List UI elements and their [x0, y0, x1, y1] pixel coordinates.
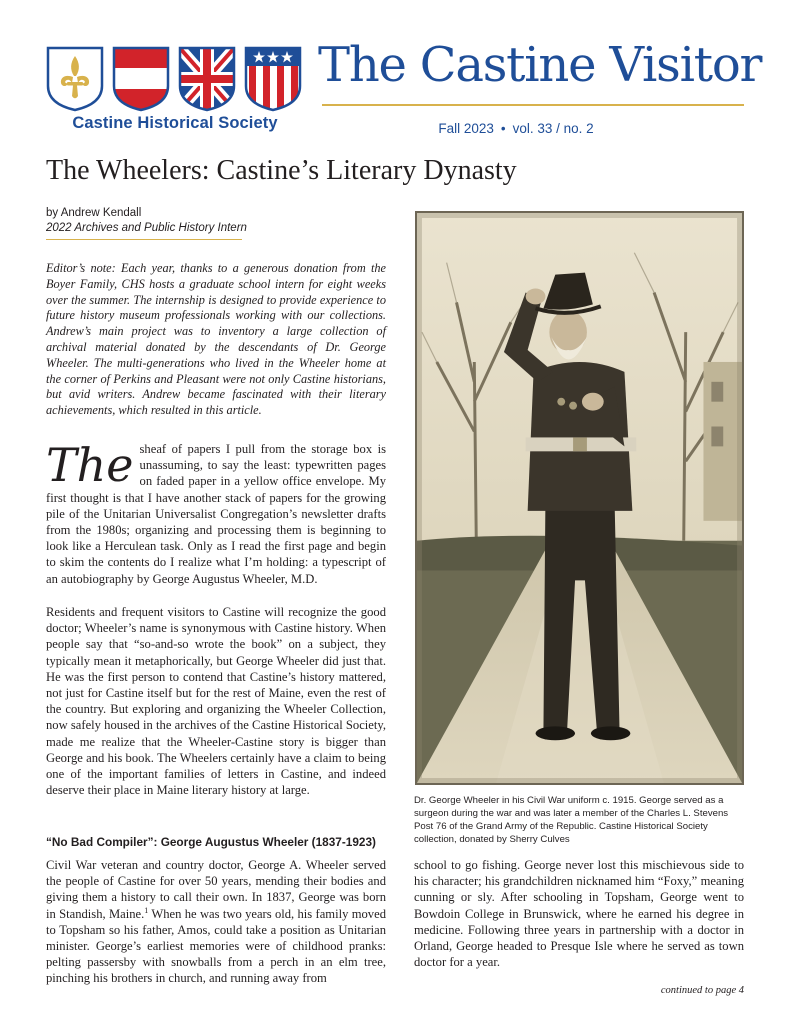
section-heading: “No Bad Compiler”: George Augustus Wheeler (1837-1923) [46, 835, 376, 849]
wheeler-portrait-photo [415, 211, 744, 785]
body-paragraph: Residents and frequent visitors to Castine will recognize the good doctor; Wheeler’s name is synonymous with Castine history. When people say that “so-and-so wrote the book” on a subject, they typically mean it metaphorically, but George Wheeler did just that. He was the first person to contend that Castine’s history mattered, not just for Castine itself but for the rest of Maine, even the rest of the country. But exploring and organizing the Wheeler Collection, now safely housed in the archives of the Castine Historical Society, made me realize that the Wheeler-Castine story is bigger than George and his book. The Wheelers certainly have a claim to being one of the important families of letters in Castine, and indeed deserve their place in Maine literary history at large. [46, 605, 386, 798]
issue-season: Fall 2023 [438, 121, 494, 136]
issue-volume: vol. 33 / no. 2 [512, 121, 594, 136]
dutch-flag-shield-icon [112, 46, 170, 112]
masthead-title: The Castine Visitor [318, 37, 762, 93]
society-name: Castine Historical Society [72, 114, 278, 132]
issue-line [322, 121, 710, 136]
fleur-de-lis-shield-icon [46, 46, 104, 112]
article-title: The Wheelers: Castine’s Literary Dynasty [46, 155, 517, 186]
masthead-divider [322, 104, 744, 106]
body-paragraph-wheeler [46, 857, 386, 987]
continued-note: continued to page 4 [660, 985, 744, 996]
opening-paragraph-text: sheaf of papers I pull from the storage box is unassuming, to say the least: typewritten pages on faded paper in a yellow office envelope. My first thought is that I have another stack of papers for the growing pile of the Unitarian Universalist Congregation’s newsletter drafts from the 1980s; organizing and processing them is beginning to look like a Herculean task. Only as I read the first page and begin to skim the contents do I realize what I’m holding: a typescript of an autobiography by George Augustus Wheeler, M.D. [46, 442, 386, 586]
editors-note: Editor’s note: Each year, thanks to a generous donation from the Boyer Family, CHS hosts a graduate school intern for eight weeks over the summer. The internship is designed to provide experience to future history museum professionals working with our collections. Andrew’s main project was to inventory a large collection of archival material donated by the descendants of Dr. George Wheeler. The multi-generations who lived in the Wheeler home at the corner of Perkins and Pleasant were not only Castine historians, but avid writers. Andrew became fascinated with their literary achievements, which resulted in this article. [46, 261, 386, 418]
masthead-shields [46, 46, 304, 114]
issue-separator: • [500, 121, 506, 136]
photo-caption: Dr. George Wheeler in his Civil War uniform c. 1915. George served as a surgeon during the war and was later a member of the Charles L. Stevens Post 76 of the Grand Army of the Republic. Castine Historical Society collection, donated by Sherry Culves [414, 795, 729, 845]
body-paragraph-continued: school to go fishing. George never lost this mischievous side to his character; his grandchildren nicknamed him “Foxy,” meaning cunning or sly. After schooling in Topsham, George went to Bowdoin College in Brunswick, where he earned his degree in medicine. Following three years in partnership with a doctor in Orland, George headed to Presque Isle where he served as town doctor for a year. [414, 858, 744, 970]
wheeler-text-b: When he was two years old, his family moved to Topsham so his father, Amos, could take a position as Unitarian minister. George’s earliest memories were of childhood pranks: pelting passersby with snowballs from a perch in an elm tree, pinching his brothers in church, and running away from [46, 906, 386, 986]
drop-cap: The [46, 438, 134, 492]
opening-paragraph [46, 438, 386, 587]
byline-role: 2022 Archives and Public History Intern [46, 222, 247, 234]
wheeler-text-a: Civil War veteran and country doctor, George A. Wheeler served the people of Castine for over 50 years, mending their bodies and giving them a history to call their own. In 1837, George was born in Standish, Maine. [46, 858, 386, 921]
byline-divider [46, 239, 242, 240]
american-flag-shield-icon [244, 46, 302, 112]
footnote-marker: 1 [144, 905, 149, 915]
union-jack-shield-icon [178, 46, 236, 112]
byline-author: by Andrew Kendall [46, 207, 142, 219]
